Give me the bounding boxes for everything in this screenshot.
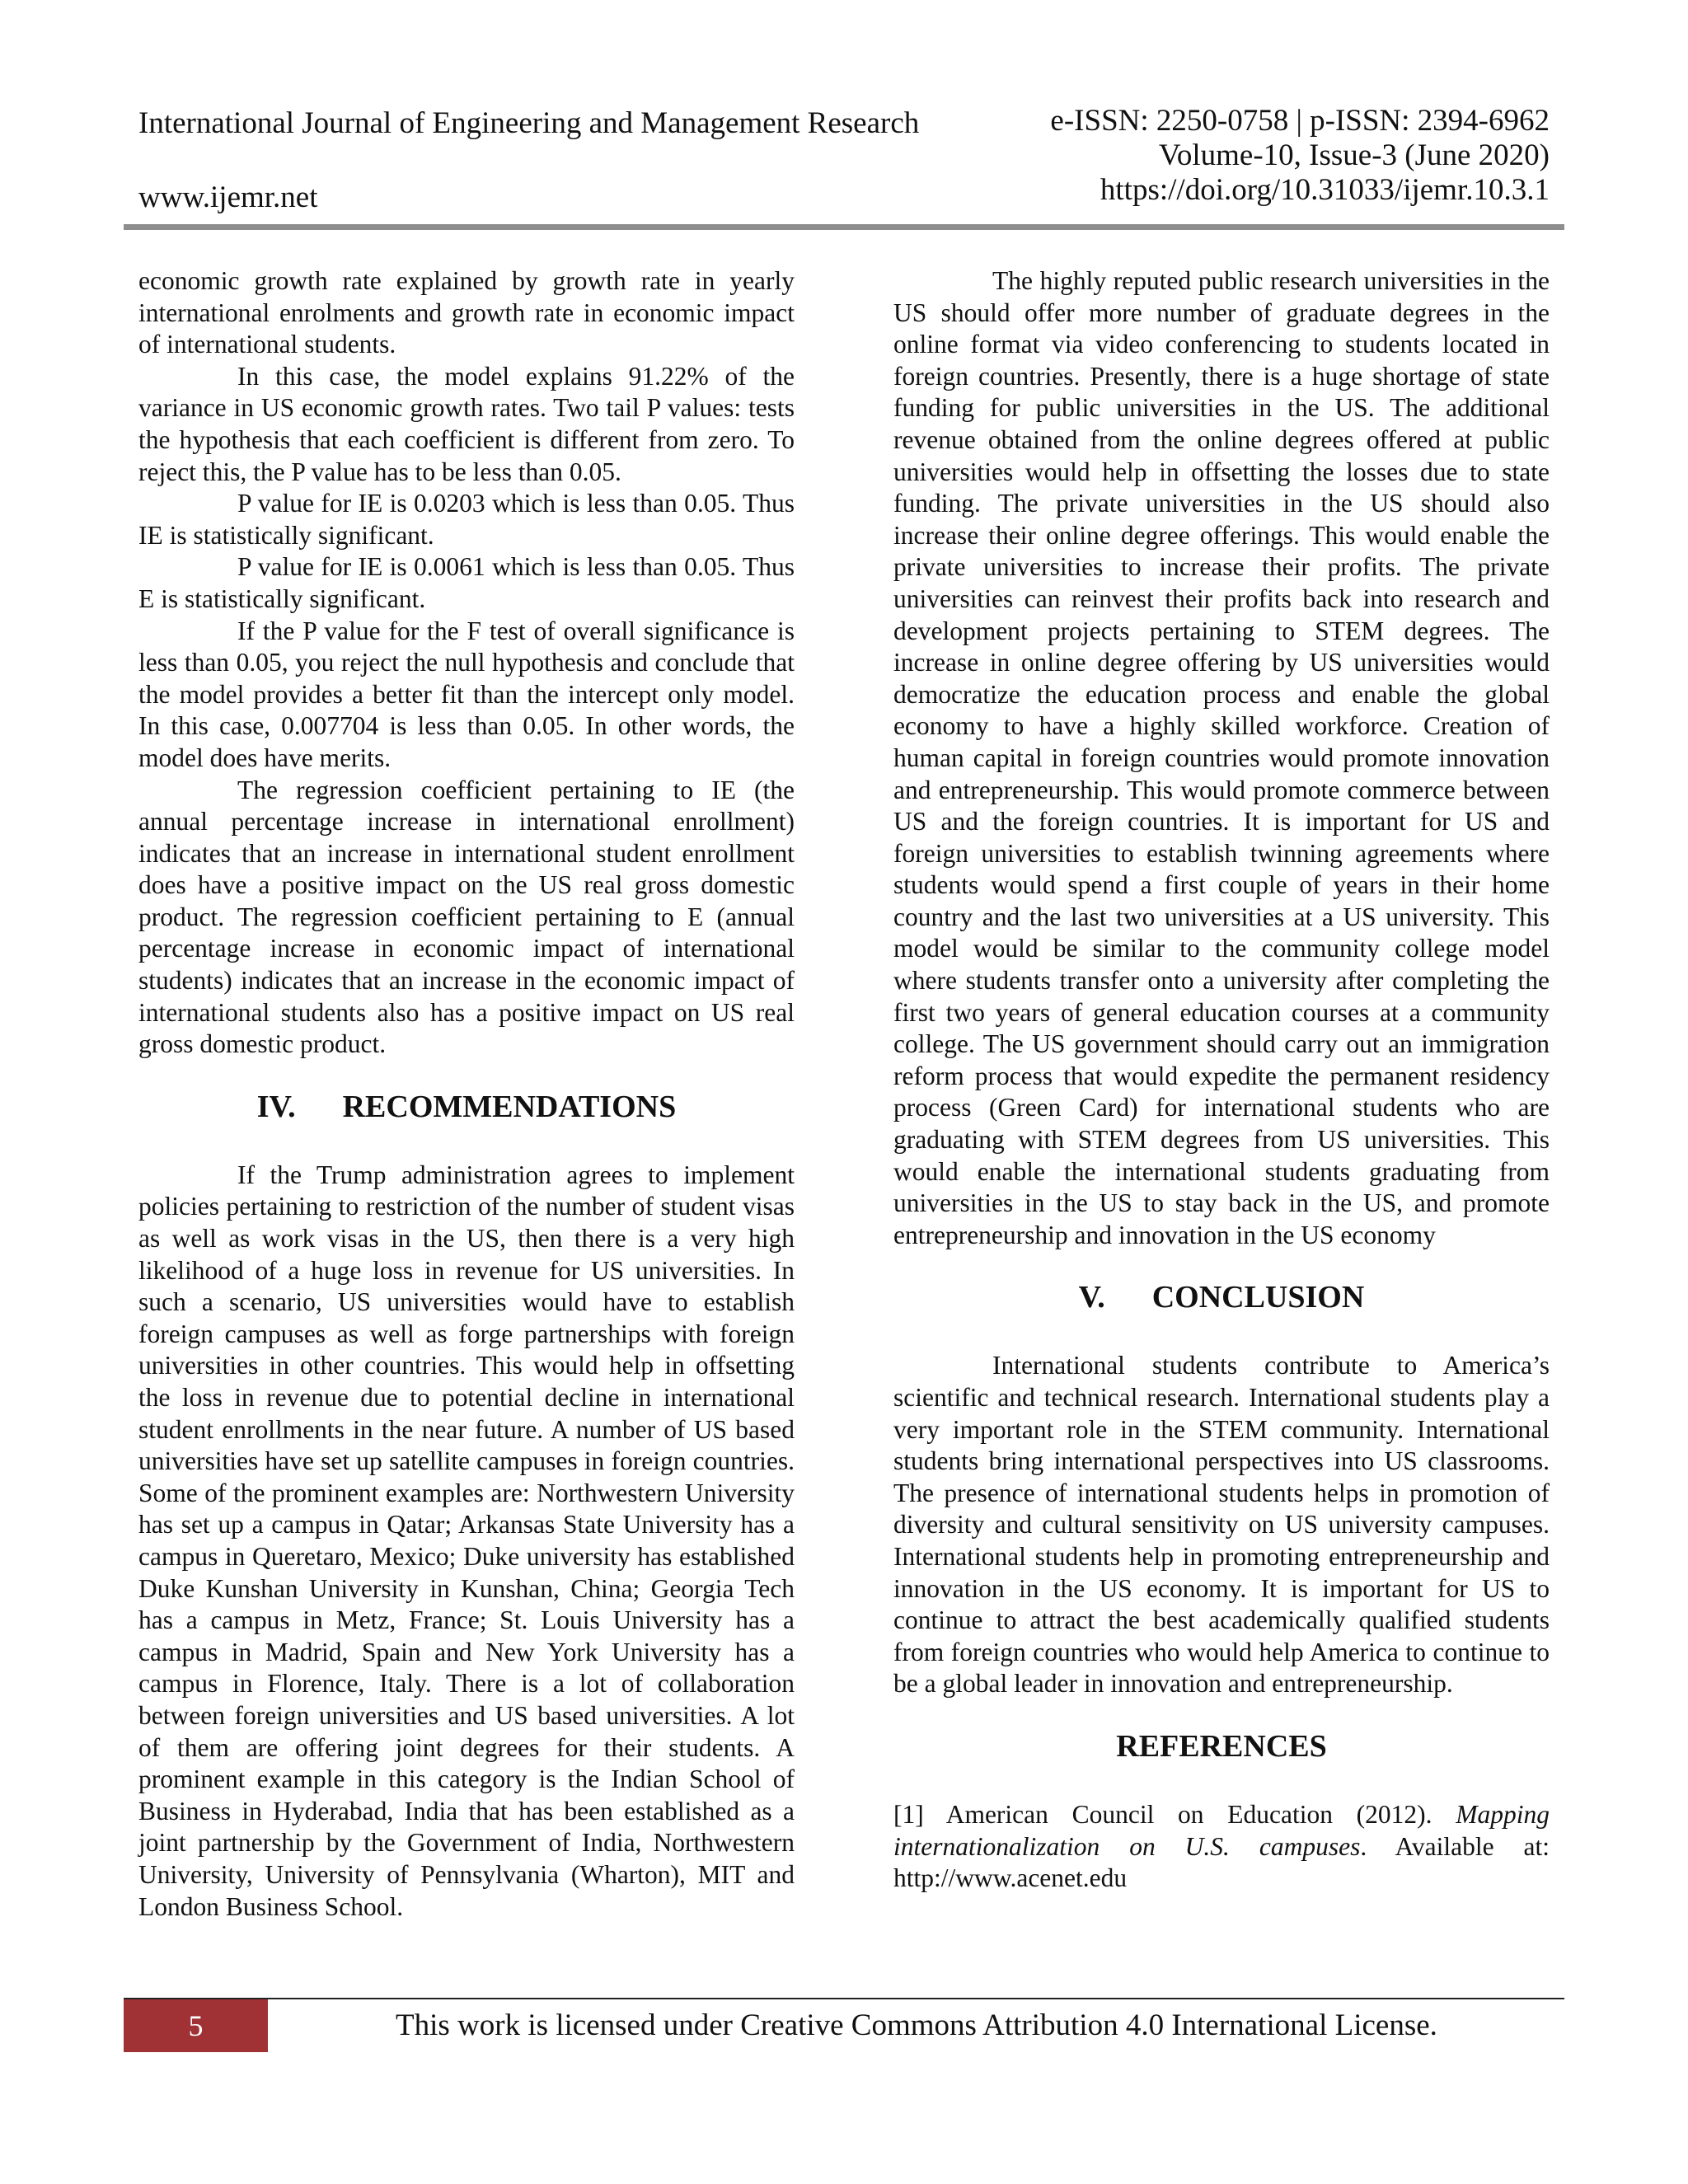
paragraph: P value for IE is 0.0061 which is less than 0.05. Thus E is statistically significant.: [138, 552, 795, 613]
paragraph: economic growth rate explained by growth rate in yearly international enrolments and growth rate in economic impact of international students.: [138, 266, 795, 359]
journal-website: www.ijemr.net: [138, 180, 318, 214]
paragraph: The highly reputed public research universities in the US should offer more number of graduate degrees in the online format via video conferencing to students located in foreign countries. Presently, there is a huge shortage of state funding for public universities in the US. The additional revenue obtained from the online degrees offered at public universities would help in offsetting the losses due to state funding. The private universities in the US should also increase their online degree offerings. This would enable the private universities to increase their profits. The private universities can reinvest their profits back into research and development projects pertaining to STEM degrees. The increase in online degree offering by US universities would democratize the education process and enable the global economy to have a highly skilled workforce. Creation of human capital in foreign countries would promote innovation and entrepreneurship. This would promote commerce between US and the foreign countries. It is important for US and foreign universities to establish twinning agreements where students would spend a first couple of years in their home country and the last two universities at a US university. This model would be similar to the community college model where students transfer onto a university after completing the first two years of general education courses at a community college. The US government should carry out an immigration reform process that would expedite the permanent residency process (Green Card) for international students who are graduating with STEM degrees from US universities. This would enable the international students graduating from universities in the US to stay back in the US, and promote entrepreneurship and innovation in the US economy: [893, 266, 1550, 1249]
section-heading-recommendations: IV. RECOMMENDATIONS: [256, 1089, 677, 1124]
reference-item: [893, 1799, 1550, 1895]
running-header-right: [1050, 104, 1550, 208]
volume-line: Volume-10, Issue-3 (June 2020): [1158, 138, 1550, 172]
doi-line: https://doi.org/10.31033/ijemr.10.3.1: [1100, 173, 1550, 207]
right-column: [893, 265, 1550, 1895]
paragraph: P value for IE is 0.0203 which is less than 0.05. Thus IE is statistically significant.: [138, 489, 795, 550]
section-heading-references: REFERENCES: [1116, 1728, 1327, 1764]
footer-divider: [124, 1998, 1564, 1999]
paragraph: If the Trump administration agrees to implement policies pertaining to restriction of the number of student visas as well as work visas in the US, then there is a very high likelihood of a huge loss in revenue for US universities. In such a scenario, US universities would have to establish foreign campuses as well as forge partnerships with foreign universities in other countries. This would help in offsetting the loss in revenue due to potential decline in international student enrollments in the near future. A number of US based universities have set up satellite campuses in foreign countries. Some of the prominent examples are: Northwestern University has set up a campus in Qatar; Arkansas State University has a campus in Queretaro, Mexico; Duke university has established Duke Kunshan University in Kunshan, China; Georgia Tech has a campus in Metz, France; St. Louis University has a campus in Madrid, Spain and New York University has a campus in Florence, Italy. There is a lot of collaboration between foreign universities and US based universities. A lot of them are offering joint degrees for their students. A prominent example in this category is the Indian School of Business in Hyderabad, India that has been established as a joint partnership by the Government of India, Northwestern University, University of Pennsylvania (Wharton), MIT and London Business School.: [138, 1160, 795, 1921]
section-heading-conclusion: V. CONCLUSION: [1078, 1280, 1365, 1315]
paragraph: In this case, the model explains 91.22% of the variance in US economic growth rates. Two tail P values: tests the hypothesis that each coefficient is different from zero. To reject this, the P value has to be less than 0.05.: [138, 361, 795, 486]
left-column: [138, 265, 795, 1923]
reference-suffix: . Available at: http://www.acenet.edu: [893, 1831, 1550, 1893]
paragraph: If the P value for the F test of overall significance is less than 0.05, you reject the null hypothesis and conclude that the model provides a better fit than the intercept only model. In this case, 0.007704 is less than 0.05. In other words, the model does have merits.: [138, 616, 795, 772]
running-header-left: [138, 104, 919, 218]
reference-prefix: [1] American Council on Education (2012).: [893, 1799, 1456, 1829]
journal-title: International Journal of Engineering and Management Research: [138, 106, 920, 140]
page-number-box: 5: [124, 1999, 268, 2052]
paragraph: The regression coefficient pertaining to IE (the annual percentage increase in international enrollment) indicates that an increase in international student enrollment does have a positive impact on the US real gross domestic product. The regression coefficient pertaining to E (annual percentage increase in economic impact of international students) indicates that an increase in the economic impact of international students also has a positive impact on US real gross domestic product.: [138, 775, 795, 1059]
paragraph: International students contribute to America’s scientific and technical research. International students play a very important role in the STEM community. International students bring international perspectives into US classrooms. The presence of international students helps in promotion of diversity and cultural sensitivity on US university campuses. International students help in promoting entrepreneurship and innovation in the US economy. It is important for US to continue to attract the best academically qualified students from foreign countries who would help America to continue to be a global leader in innovation and entrepreneurship.: [893, 1351, 1550, 1699]
reference-title: Mapping internationalization on U.S. campuses: [893, 1799, 1550, 1861]
license-notice: This work is licensed under Creative Commons Attribution 4.0 International License.: [396, 2008, 1437, 2042]
issn-line: e-ISSN: 2250-0758 | p-ISSN: 2394-6962: [1050, 104, 1550, 138]
header-divider: [124, 224, 1564, 230]
